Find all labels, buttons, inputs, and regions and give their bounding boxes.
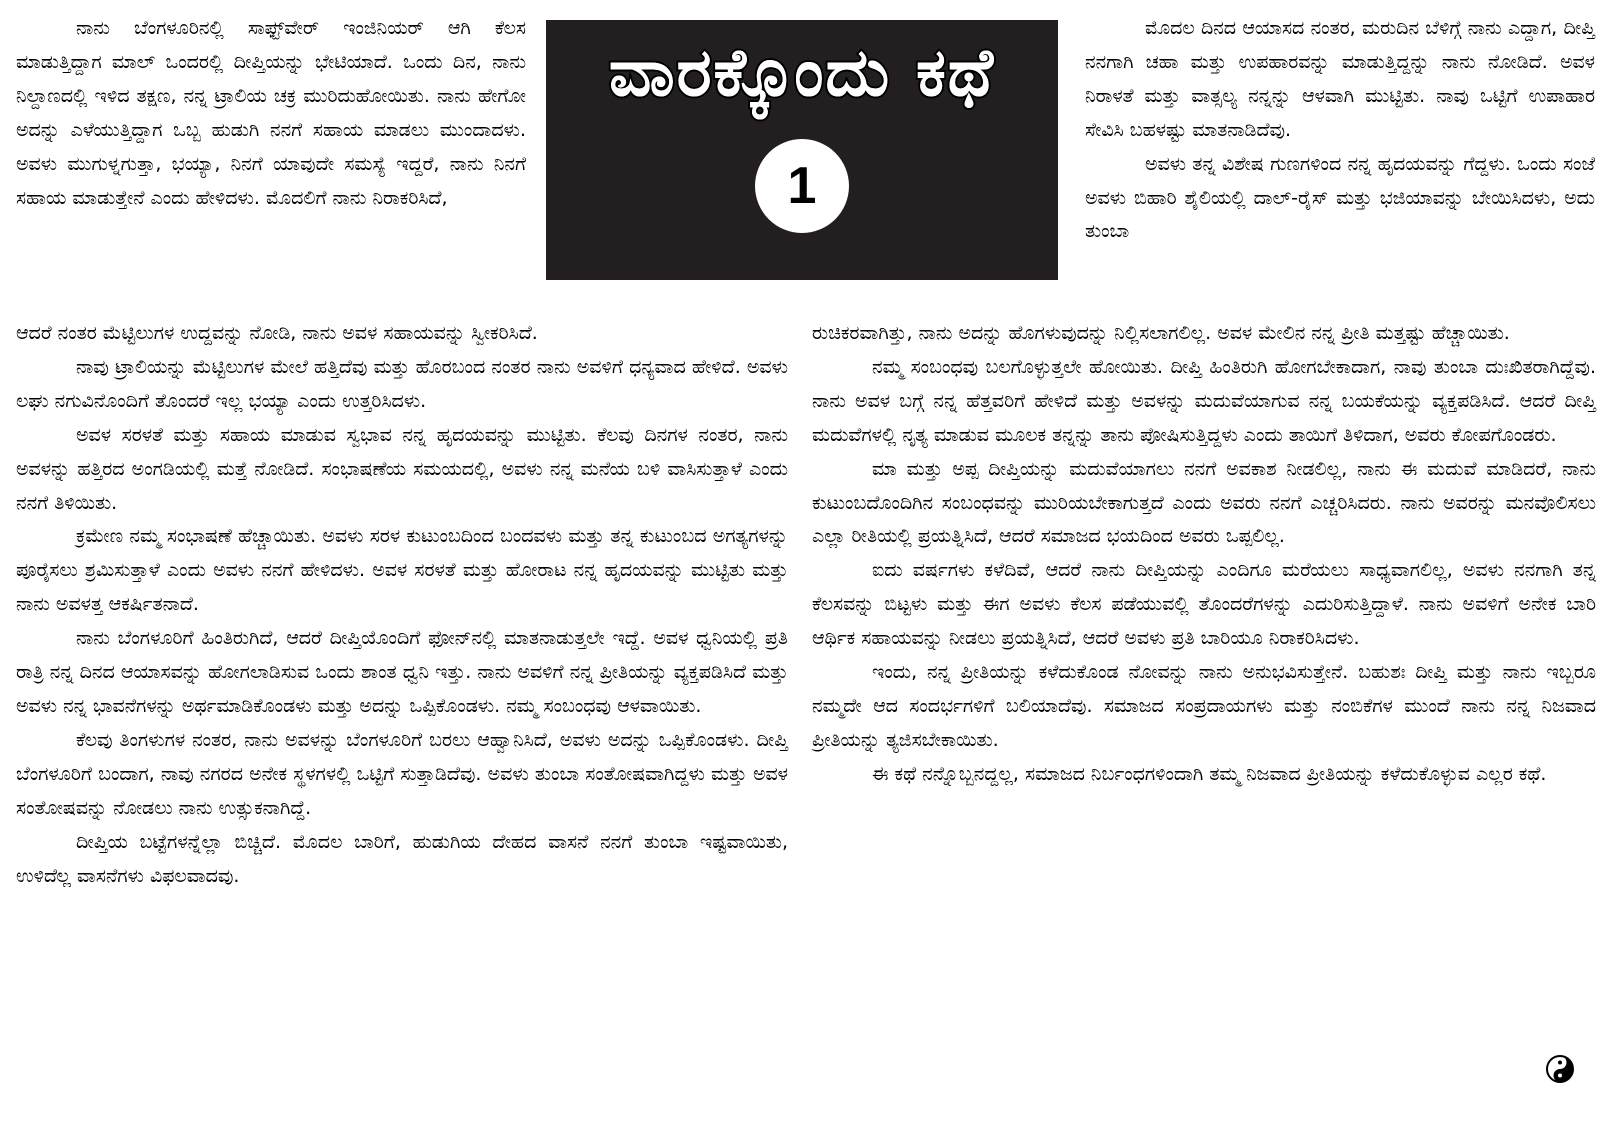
story-column-right-top: [1085, 12, 1595, 249]
story-paragraph: ನಮ್ಮ ಸಂಬಂಧವು ಬಲಗೊಳ್ಳುತ್ತಲೇ ಹೋಯಿತು. ದೀಪ್ತಿ ಹಿಂತಿರುಗಿ ಹೋಗಬೇಕಾದಾಗ, ನಾವು ತುಂಬಾ ದುಃಖಿತರಾಗಿದ್ದೆವು. ನಾನು ಅವಳ ಬಗ್ಗೆ ನನ್ನ ಹೆತ್ತವರಿಗೆ ಹೇಳಿದೆ ಮತ್ತು ಅವಳನ್ನು ಮದುವೆಯಾಗುವ ನನ್ನ ಬಯಕೆಯನ್ನು ವ್ಯಕ್ತಪಡಿಸಿದೆ. ಆದರೆ ದೀಪ್ತಿ ಮದುವೆಗಳಲ್ಲಿ ನೃತ್ಯ ಮಾಡುವ ಮೂಲಕ ತನ್ನನ್ನು ತಾನು ಪೋಷಿಸುತ್ತಿದ್ದಳು ಎಂದು ತಾಯಿಗೆ ತಿಳಿದಾಗ, ಅವರು ಕೋಪಗೊಂಡರು.: [812, 355, 1596, 446]
story-paragraph: ಅವಳ ಸರಳತೆ ಮತ್ತು ಸಹಾಯ ಮಾಡುವ ಸ್ವಭಾವ ನನ್ನ ಹೃದಯವನ್ನು ಮುಟ್ಟಿತು. ಕೆಲವು ದಿನಗಳ ನಂತರ, ನಾನು ಅವಳನ್ನು ಹತ್ತಿರದ ಅಂಗಡಿಯಲ್ಲಿ ಮತ್ತೆ ನೋಡಿದೆ. ಸಂಭಾಷಣೆಯ ಸಮಯದಲ್ಲಿ, ಅವಳು ನನ್ನ ಮನೆಯ ಬಳಿ ವಾಸಿಸುತ್ತಾಳೆ ಎಂದು ನನಗೆ ತಿಳಿಯಿತು.: [16, 423, 788, 514]
story-title-banner: [546, 20, 1058, 280]
yin-yang-icon: [1545, 1054, 1575, 1084]
story-paragraph: ಕೆಲವು ತಿಂಗಳುಗಳ ನಂತರ, ನಾನು ಅವಳನ್ನು ಬೆಂಗಳೂರಿಗೆ ಬರಲು ಆಹ್ವಾನಿಸಿದೆ, ಅವಳು ಅದನ್ನು ಒಪ್ಪಿಕೊಂಡಳು. ದೀಪ್ತಿ ಬೆಂಗಳೂರಿಗೆ ಬಂದಾಗ, ನಾವು ನಗರದ ಅನೇಕ ಸ್ಥಳಗಳಲ್ಲಿ ಒಟ್ಟಿಗೆ ಸುತ್ತಾಡಿದೆವು. ಅವಳು ತುಂಬಾ ಸಂತೋಷವಾಗಿದ್ದಳು ಮತ್ತು ಅವಳ ಸಂತೋಷವನ್ನು ನೋಡಲು ನಾನು ಉತ್ಸುಕನಾಗಿದ್ದೆ.: [16, 728, 788, 819]
story-paragraph: ನಾನು ಬೆಂಗಳೂರಿಗೆ ಹಿಂತಿರುಗಿದೆ, ಆದರೆ ದೀಪ್ತಿಯೊಂದಿಗೆ ಫೋನ್‌ನಲ್ಲಿ ಮಾತನಾಡುತ್ತಲೇ ಇದ್ದೆ. ಅವಳ ಧ್ವನಿಯಲ್ಲಿ ಪ್ರತಿ ರಾತ್ರಿ ನನ್ನ ದಿನದ ಆಯಾಸವನ್ನು ಹೋಗಲಾಡಿಸುವ ಒಂದು ಶಾಂತ ಧ್ವನಿ ಇತ್ತು. ನಾನು ಅವಳಿಗೆ ನನ್ನ ಪ್ರೀತಿಯನ್ನು ವ್ಯಕ್ತಪಡಿಸಿದೆ ಮತ್ತು ಅವಳು ನನ್ನ ಭಾವನೆಗಳನ್ನು ಅರ್ಥಮಾಡಿಕೊಂಡಳು ಮತ್ತು ಅದನ್ನು ಒಪ್ಪಿಕೊಂಡಳು. ನಮ್ಮ ಸಂಬಂಧವು ಆಳವಾಯಿತು.: [16, 627, 788, 717]
story-paragraph: ದೀಪ್ತಿಯ ಬಟ್ಟೆಗಳನ್ನೆಲ್ಲಾ ಬಿಚ್ಚಿದೆ. ಮೊದಲ ಬಾರಿಗೆ, ಹುಡುಗಿಯ ದೇಹದ ವಾಸನೆ ನನಗೆ ತುಂಬಾ ಇಷ್ಟವಾಯಿತು, ಉಳಿದೆಲ್ಲ ವಾಸನೆಗಳು ವಿಫಲವಾದವು.: [16, 830, 788, 887]
story-paragraph: ಅವಳು ತನ್ನ ವಿಶೇಷ ಗುಣಗಳಿಂದ ನನ್ನ ಹೃದಯವನ್ನು ಗೆದ್ದಳು. ಒಂದು ಸಂಜೆ ಅವಳು ಬಿಹಾರಿ ಶೈಲಿಯಲ್ಲಿ ದಾಲ್-ರೈಸ್ ಮತ್ತು ಭಜಿಯಾವನ್ನು ಬೇಯಿಸಿದಳು, ಅದು ತುಂಬಾ: [1085, 152, 1595, 243]
story-paragraph: ರುಚಿಕರವಾಗಿತ್ತು, ನಾನು ಅದನ್ನು ಹೊಗಳುವುದನ್ನು ನಿಲ್ಲಿಸಲಾಗಲಿಲ್ಲ. ಅವಳ ಮೇಲಿನ ನನ್ನ ಪ್ರೀತಿ ಮತ್ತಷ್ಟು ಹೆಚ್ಚಾಯಿತು.: [812, 322, 1510, 344]
story-paragraph: ಐದು ವರ್ಷಗಳು ಕಳೆದಿವೆ, ಆದರೆ ನಾನು ದೀಪ್ತಿಯನ್ನು ಎಂದಿಗೂ ಮರೆಯಲು ಸಾಧ್ಯವಾಗಲಿಲ್ಲ, ಅವಳು ನನಗಾಗಿ ತನ್ನ ಕೆಲಸವನ್ನು ಬಿಟ್ಟಳು ಮತ್ತು ಈಗ ಅವಳು ಕೆಲಸ ಪಡೆಯುವಲ್ಲಿ ತೊಂದರೆಗಳನ್ನು ಎದುರಿಸುತ್ತಿದ್ದಾಳೆ. ನಾನು ಅವಳಿಗೆ ಅನೇಕ ಬಾರಿ ಆರ್ಥಿಕ ಸಹಾಯವನ್ನು ನೀಡಲು ಪ್ರಯತ್ನಿಸಿದೆ, ಆದರೆ ಅವಳು ಪ್ರತಿ ಬಾರಿಯೂ ನಿರಾಕರಿಸಿದಳು.: [812, 559, 1596, 650]
story-paragraph: ಈ ಕಥೆ ನನ್ನೊಬ್ಬನದ್ದಲ್ಲ, ಸಮಾಜದ ನಿರ್ಬಂಧಗಳಿಂದಾಗಿ ತಮ್ಮ ನಿಜವಾದ ಪ್ರೀತಿಯನ್ನು ಕಳೆದುಕೊಳ್ಳುವ ಎಲ್ಲರ ಕಥೆ.: [872, 762, 1547, 785]
story-number: 1: [787, 157, 817, 215]
story-number-badge: [755, 139, 849, 233]
story-paragraph: ಆದರೆ ನಂತರ ಮೆಟ್ಟಿಲುಗಳ ಉದ್ದವನ್ನು ನೋಡಿ, ನಾನು ಅವಳ ಸಹಾಯವನ್ನು ಸ್ವೀಕರಿಸಿದೆ.: [16, 322, 538, 344]
story-column-left-top: [16, 12, 526, 215]
story-paragraph: ಮೊದಲ ದಿನದ ಆಯಾಸದ ನಂತರ, ಮರುದಿನ ಬೆಳಿಗ್ಗೆ ನಾನು ಎದ್ದಾಗ, ದೀಪ್ತಿ ನನಗಾಗಿ ಚಹಾ ಮತ್ತು ಉಪಹಾರವನ್ನು ಮಾಡುತ್ತಿದ್ದನ್ನು ನಾನು ನೋಡಿದೆ. ಅವಳ ನಿರಾಳತೆ ಮತ್ತು ವಾತ್ಸಲ್ಯ ನನ್ನನ್ನು ಆಳವಾಗಿ ಮುಟ್ಟಿತು. ನಾವು ಒಟ್ಟಿಗೆ ಉಪಾಹಾರ ಸೇವಿಸಿ ಬಹಳಷ್ಟು ಮಾತನಾಡಿದೆವು.: [1085, 17, 1595, 141]
story-paragraph: ನಾವು ಟ್ರಾಲಿಯನ್ನು ಮೆಟ್ಟಿಲುಗಳ ಮೇಲೆ ಹತ್ತಿದೆವು ಮತ್ತು ಹೊರಬಂದ ನಂತರ ನಾನು ಅವಳಿಗೆ ಧನ್ಯವಾದ ಹೇಳಿದೆ. ಅವಳು ಲಘು ನಗುವಿನೊಂದಿಗೆ ತೊಂದರೆ ಇಲ್ಲ ಭಯ್ಯಾ ಎಂದು ಉತ್ತರಿಸಿದಳು.: [16, 355, 788, 412]
story-paragraph: ಮಾ ಮತ್ತು ಅಪ್ಪ ದೀಪ್ತಿಯನ್ನು ಮದುವೆಯಾಗಲು ನನಗೆ ಅವಕಾಶ ನೀಡಲಿಲ್ಲ, ನಾನು ಈ ಮದುವೆ ಮಾಡಿದರೆ, ನಾನು ಕುಟುಂಬದೊಂದಿಗಿನ ಸಂಬಂಧವನ್ನು ಮುರಿಯಬೇಕಾಗುತ್ತದೆ ಎಂದು ಅವರು ನನಗೆ ಎಚ್ಚರಿಸಿದರು. ನಾನು ಅವರನ್ನು ಮನವೊಲಿಸಲು ಎಲ್ಲಾ ರೀತಿಯಲ್ಲಿ ಪ್ರಯತ್ನಿಸಿದೆ, ಆದರೆ ಸಮಾಜದ ಭಯದಿಂದ ಅವರು ಒಪ್ಪಲಿಲ್ಲ.: [812, 457, 1596, 548]
story-paragraph: ಇಂದು, ನನ್ನ ಪ್ರೀತಿಯನ್ನು ಕಳೆದುಕೊಂಡ ನೋವನ್ನು ನಾನು ಅನುಭವಿಸುತ್ತೇನೆ. ಬಹುಶಃ ದೀಪ್ತಿ ಮತ್ತು ನಾನು ಇಬ್ಬರೂ ನಮ್ಮದೇ ಆದ ಸಂದರ್ಭಗಳಿಗೆ ಬಲಿಯಾದೆವು. ಸಮಾಜದ ಸಂಪ್ರದಾಯಗಳು ಮತ್ತು ನಂಬಿಕೆಗಳ ಮುಂದೆ ನಾನು ನನ್ನ ನಿಜವಾದ ಪ್ರೀತಿಯನ್ನು ತ್ಯಜಿಸಬೇಕಾಯಿತು.: [812, 661, 1596, 751]
story-paragraph: ನಾನು ಬೆಂಗಳೂರಿನಲ್ಲಿ ಸಾಫ್ಟ್‌ವೇರ್ ಇಂಜಿನಿಯರ್ ಆಗಿ ಕೆಲಸ ಮಾಡುತ್ತಿದ್ದಾಗ ಮಾಲ್ ಒಂದರಲ್ಲಿ ದೀಪ್ತಿಯನ್ನು ಭೇಟಿಯಾದೆ. ಒಂದು ದಿನ, ನಾನು ನಿಲ್ದಾಣದಲ್ಲಿ ಇಳಿದ ತಕ್ಷಣ, ನನ್ನ ಟ್ರಾಲಿಯ ಚಕ್ರ ಮುರಿದುಹೋಯಿತು. ನಾನು ಹೇಗೋ ಅದನ್ನು ಎಳೆಯುತ್ತಿದ್ದಾಗ ಒಬ್ಬ ಹುಡುಗಿ ನನಗೆ ಸಹಾಯ ಮಾಡಲು ಮುಂದಾದಳು. ಅವಳು ಮುಗುಳ್ನಗುತ್ತಾ, ಭಯ್ಯಾ, ನಿನಗೆ ಯಾವುದೇ ಸಮಸ್ಯೆ ಇದ್ದರೆ, ನಾನು ನಿನಗೆ ಸಹಾಯ ಮಾಡುತ್ತೇನೆ ಎಂದು ಹೇಳಿದಳು. ಮೊದಲಿಗೆ ನಾನು ನಿರಾಕರಿಸಿದೆ,: [16, 17, 526, 209]
story-paragraph: ಕ್ರಮೇಣ ನಮ್ಮ ಸಂಭಾಷಣೆ ಹೆಚ್ಚಾಯಿತು. ಅವಳು ಸರಳ ಕುಟುಂಬದಿಂದ ಬಂದವಳು ಮತ್ತು ತನ್ನ ಕುಟುಂಬದ ಅಗತ್ಯಗಳನ್ನು ಪೂರೈಸಲು ಶ್ರಮಿಸುತ್ತಾಳೆ ಎಂದು ಅವಳು ನನಗೆ ಹೇಳಿದಳು. ಅವಳ ಸರಳತೆ ಮತ್ತು ಹೋರಾಟ ನನ್ನ ಹೃದಯವನ್ನು ಮುಟ್ಟಿತು ಮತ್ತು ನಾನು ಅವಳತ್ತ ಆಕರ್ಷಿತನಾದೆ.: [16, 525, 788, 616]
story-column-right: [812, 317, 1596, 792]
page-title: ವಾರಕ್ಕೊಂದು ಕಥೆ: [608, 34, 996, 111]
story-column-left: [16, 317, 788, 893]
